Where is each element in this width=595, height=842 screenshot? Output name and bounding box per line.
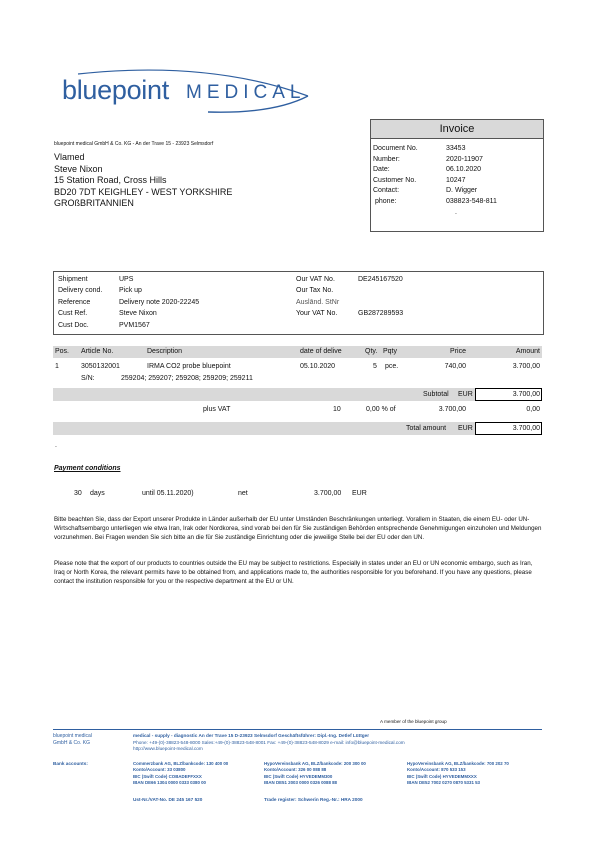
- logo-swoosh-icon: [58, 62, 318, 117]
- payment-days-label: days: [90, 490, 105, 497]
- footer-company: bluepoint medical GmbH & Co. KG: [53, 733, 92, 746]
- payment-net: net: [238, 490, 248, 497]
- col-date: date of delive: [300, 348, 342, 355]
- col-price: Price: [450, 348, 466, 355]
- invoice-row: Customer No. 10247: [373, 176, 543, 187]
- vat-code: 10: [333, 406, 341, 413]
- reference-value: Delivery note 2020-22245: [119, 298, 200, 306]
- recipient-line: GROßBRITANNIEN: [54, 198, 134, 208]
- payment-row: [54, 490, 542, 502]
- col-article: Article No.: [81, 348, 114, 355]
- bank-accounts-label: Bank accounts:: [53, 761, 88, 766]
- footer-contact-line: Phone: +49-(0)-38823-548-8000 Sales:+49-(0)-38823-548-8001 Fax: +49-(0)-38823-548-8029 e-mail: info@bluepoint-medical.com: [133, 739, 405, 745]
- payment-currency: EUR: [352, 490, 367, 497]
- item-price: 740,00: [444, 363, 466, 370]
- document-number: 33453: [446, 145, 466, 152]
- detail-row: Delivery cond. Pick up: [58, 285, 199, 296]
- invoice-row: Date: 06.10.2020: [373, 165, 543, 176]
- payment-until: until 05.11.2020): [142, 490, 194, 497]
- total-value: 3.700,00: [475, 422, 542, 435]
- col-pqty: Pqty: [383, 348, 398, 355]
- detail-row: Cust Doc. PVM1567: [58, 320, 199, 331]
- contact-name: D. Wigger: [446, 187, 478, 195]
- item-unit: pce.: [385, 363, 399, 370]
- item-description: IRMA CO2 probe bluepoint: [147, 363, 231, 370]
- vat-amount: 0,00: [526, 406, 540, 413]
- bank-account-2: HypoVereinsbank AG, BLZ/bankcode: 200 300 00 Konto/Account: 326 00 088 88 BIC (Swift Code) HYVEDEMM300 IBAN DE51 2003 0000 0326 0088 88: [264, 761, 366, 786]
- payment-heading: Payment conditions: [54, 465, 121, 472]
- footer-trade-register: Trade register: Schwerin Reg.-Nr.: HRA 2000: [264, 797, 363, 802]
- col-description: Description: [147, 348, 183, 355]
- detail-row: Our VAT No. DE245167520: [296, 274, 403, 285]
- vat-row: [53, 406, 542, 418]
- export-notice-german: Bitte beachten Sie, dass der Export unserer Produkte in Länder außerhalb der EU unter Umständen Beschränkungen unterliegt. Vorallem in Staaten, die einem EU- oder UN-Wirtschaftsembargo unterliegen wie etwa Iran, Irak oder Nordkorea, sind vorab bei den für Sie zuständigen Behörden entsprechende Genehmigungen einzuholen und Meldungen vorzunehmen. Bei Fragen wenden Sie sich bitte an die für Sie zuständige Einrichtung oder die jeweilige Stelle bei der EU oder den UN.: [54, 516, 542, 541]
- invoice-row: Number: 2020-11907: [373, 155, 543, 166]
- bank-account-1: Commerzbank AG, BLZ/bankcode: 130 400 00 Konto/Account: 33 03800 BIC (Swift Code) COBADEFFXXX IBAN DE66 1304 0000 0333 0380 00: [133, 761, 229, 786]
- invoice-title-bar: [371, 120, 543, 139]
- logo-word-bluepoint: bluepoint: [62, 75, 169, 105]
- detail-row: Our Tax No.: [296, 287, 334, 295]
- total-bar: [53, 422, 542, 435]
- col-amount: Amount: [515, 348, 540, 355]
- footer-contact: [133, 733, 405, 753]
- shipment-value: UPS: [119, 276, 134, 283]
- footer-divider: [53, 729, 542, 730]
- invoice-row: Contact: D. Wigger: [373, 186, 543, 197]
- col-pos: Pos.: [55, 348, 70, 355]
- col-qty: Qty.: [365, 348, 378, 355]
- export-notice-english: Please note that the export of our products to countries outside the EU may be subject to restrictions. Especially in states under an EU or UN economic embargo, such as Iran, Iraq or North Korea, the relevant permits have to be obtained from, and applications made to, the authorities responsible for you beforehand. If you have any questions, please contact the institution responsible for you or the respective department at the EU or UN.: [54, 560, 533, 585]
- invoice-info-box: [370, 119, 544, 232]
- payment-amount: 3.700,00: [314, 490, 342, 497]
- recipient-line: 15 Station Road, Cross Hills: [54, 175, 167, 185]
- group-member-note: A member of the bluepoint group: [380, 719, 447, 724]
- serial-numbers: 259204; 259207; 259208; 259209; 259211: [121, 375, 253, 382]
- invoice-number: 2020-11907: [446, 155, 483, 163]
- customer-number: 10247: [446, 176, 466, 184]
- vat-base: 3.700,00: [438, 406, 466, 413]
- item-pos: 1: [55, 363, 59, 370]
- recipient-line: Steve Nixon: [54, 163, 103, 174]
- invoice-title: Invoice: [439, 123, 475, 135]
- invoice-dot: .: [455, 208, 457, 216]
- detail-row: Auslānd. StNr: [296, 298, 340, 306]
- table-row: [53, 363, 542, 387]
- recipient-line: Vlamed: [54, 152, 85, 162]
- shipment-details-right: [296, 274, 403, 320]
- recipient-address: [54, 152, 232, 210]
- cust-doc-value: PVM1567: [119, 321, 150, 329]
- total-currency: EUR: [458, 425, 473, 432]
- vat-rate: 0,00 % of: [366, 406, 396, 413]
- your-vat-value: GB287289593: [358, 310, 404, 318]
- item-amount: 3.700,00: [512, 363, 540, 370]
- detail-row: Reference Delivery note 2020-22245: [58, 297, 199, 308]
- footer-vat-number: Ust-Nr./VAT-No. DE 245 167 520: [133, 797, 203, 802]
- delivery-cond-value: Pick up: [119, 287, 142, 295]
- serial-label: S/N:: [81, 375, 95, 382]
- subtotal-label: Subtotal: [423, 391, 449, 398]
- bank-account-3: HypoVereinsbank AG, BLZ/bankcode: 700 202 70 Konto/Account: 870 533 153 BIC (Swift Code) HYVEDEMMXXX IBAN DE52 7002 0270 0870 5331 53: [407, 761, 509, 786]
- detail-row: Cust Ref. Steve Nixon: [58, 308, 199, 319]
- detail-row: Shipment UPS: [58, 274, 199, 285]
- footer-web-link[interactable]: http://www.bluepoint-medical.com: [133, 746, 203, 752]
- invoice-row: phone: 038823-548-811: [373, 197, 543, 208]
- item-date: 05.10.2020: [300, 363, 336, 370]
- detail-row: Your VAT No. GB287289593: [296, 308, 403, 319]
- sender-line: bluepoint medical GmbH & Co. KG - An der Trave 15 - 23923 Selmsdorf: [54, 141, 214, 147]
- subtotal-currency: EUR: [458, 391, 473, 398]
- subtotal-value: 3.700,00: [475, 388, 542, 401]
- shipment-details-left: [58, 274, 199, 331]
- company-logo: [58, 62, 318, 117]
- cust-ref-value: Steve Nixon: [119, 310, 157, 318]
- recipient-line: BD20 7DT KEIGHLEY - WEST YORKSHIRE: [54, 186, 233, 197]
- note-dot: .: [55, 442, 57, 449]
- our-vat-value: DE245167520: [358, 276, 403, 283]
- footer-address: medical - supply - diagnostic An der Trave 15 D-23923 Selmsdorf Geschäftsführer: Dipl.-Ing. Detlef Lüttger: [133, 733, 370, 738]
- vat-label: plus VAT: [203, 406, 231, 413]
- item-article: 3050132001: [81, 363, 120, 370]
- logo-word-medical: MEDICAL: [186, 82, 306, 103]
- invoice-row: Document No. 33453: [373, 144, 543, 155]
- payment-days: 30: [74, 490, 82, 497]
- total-label: Total amount: [406, 425, 447, 432]
- item-qty: 5: [373, 363, 377, 370]
- subtotal-bar: [53, 388, 542, 401]
- contact-phone: 038823-548-811: [446, 197, 497, 205]
- items-table-header: [53, 346, 542, 358]
- invoice-date: 06.10.2020: [446, 166, 482, 174]
